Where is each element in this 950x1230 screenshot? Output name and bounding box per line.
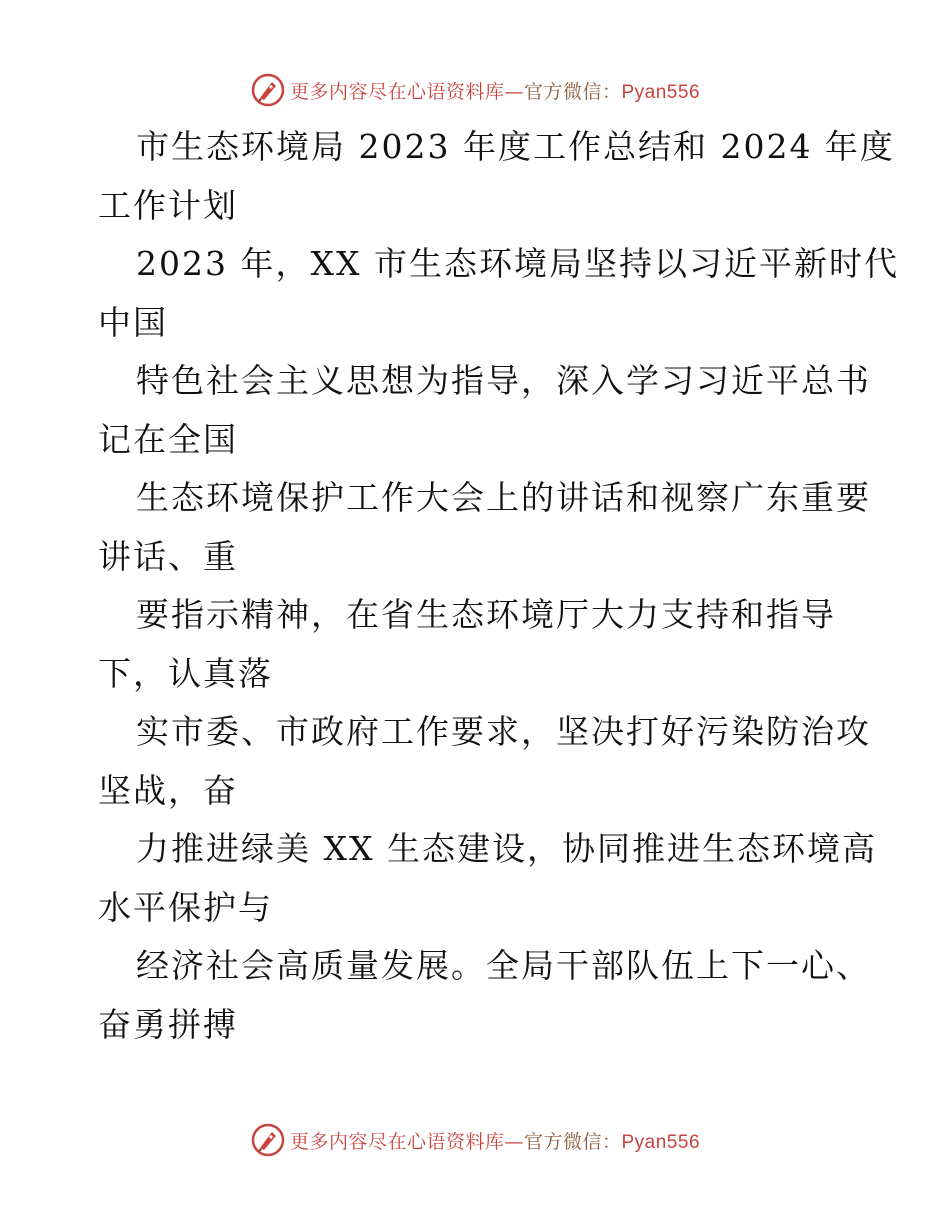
paragraph-line: 坚战，奋 [98,770,238,810]
paragraph-line: 水平保护与 [98,887,273,927]
paragraph-line: 力推进绿美 XX 生态建设，协同推进生态环境高 [136,829,877,868]
watermark-text [290,77,700,104]
watermark-main: 更多内容尽在心语资料库 [289,80,505,103]
watermark-wechat-label: 官方微信： [523,1130,622,1153]
watermark-dash: — [504,80,524,103]
pen-nib-logo-icon [250,1122,286,1158]
paragraph-line: 奋勇拼搏 [98,1004,238,1044]
title-line-2: 工作计划 [98,185,238,225]
paragraph-line: 经济社会高质量发展。全局干部队伍上下一心、 [136,946,871,985]
paragraph-line: 记在全国 [98,419,238,459]
watermark-wechat-id: Pyan556 [621,1131,701,1153]
paragraph-line: 下，认真落 [98,653,273,693]
footer-watermark [0,1120,950,1160]
pen-nib-logo-icon [250,72,286,108]
watermark-wechat-id: Pyan556 [621,81,701,103]
watermark-dash: — [504,1130,524,1153]
paragraph-line: 要指示精神，在省生态环境厅大力支持和指导 [136,595,836,634]
paragraph-line: 中国 [98,302,168,342]
paragraph-line: 讲话、重 [98,536,238,576]
paragraph-line: 实市委、市政府工作要求，坚决打好污染防治攻 [136,712,871,751]
title-line-1: 市生态环境局 2023 年度工作总结和 2024 年度 [136,127,895,166]
paragraph-line: 生态环境保护工作大会上的讲话和视察广东重要 [136,478,871,517]
watermark-wechat-label: 官方微信： [523,80,622,103]
watermark-text [290,1127,700,1154]
paragraph-line: 2023 年，XX 市生态环境局坚持以习近平新时代 [136,244,899,283]
paragraph-line: 特色社会主义思想为指导，深入学习习近平总书 [136,361,871,400]
watermark-main: 更多内容尽在心语资料库 [289,1130,505,1153]
header-watermark [0,70,950,110]
document-body [98,118,899,1054]
